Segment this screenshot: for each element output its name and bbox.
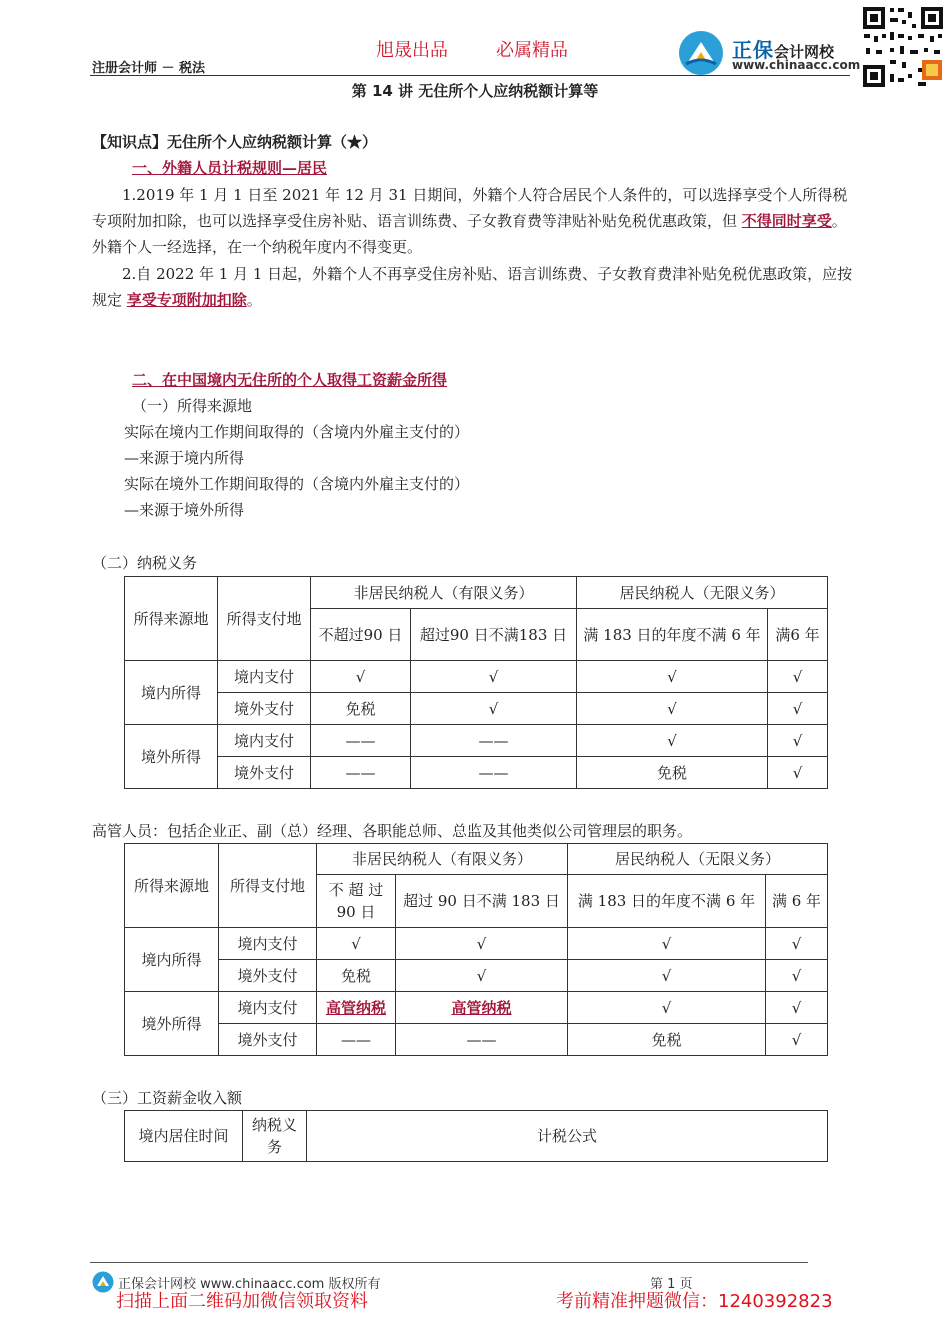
table1-cell: √ — [577, 693, 768, 725]
table1-header-pay: 所得支付地 — [218, 577, 311, 661]
table2-cell: √ — [568, 992, 766, 1024]
footer-ad-right: 考前精准押题微信：1240392823 — [556, 1291, 833, 1312]
table2-header-pay: 所得支付地 — [219, 844, 317, 928]
table1-cell: √ — [768, 725, 828, 757]
tax-obligation-table — [124, 576, 828, 789]
table1-cell: √ — [311, 661, 411, 693]
table1-cell: √ — [768, 661, 828, 693]
table1-header-col3: 满 183 日的年度不满 6 年 — [577, 609, 768, 661]
table1-cell: —— — [411, 757, 577, 789]
table2-header-col2: 超过 90 日不满 183 日 — [396, 875, 568, 928]
table1-pay-foreign: 境外支付 — [218, 693, 311, 725]
header-subject: 注册会计师 － 税法 — [92, 61, 206, 76]
executive-tax-table — [124, 843, 828, 1056]
table3-header-obligation: 纳税义务 — [243, 1111, 307, 1162]
table1-header-col2: 超过90 日不满183 日 — [411, 609, 577, 661]
table-row — [125, 661, 828, 693]
table2-cell-highlight: 高管纳税 — [317, 992, 396, 1024]
footer-ad-left: 扫描上面二维码加微信领取资料 — [116, 1291, 368, 1312]
paragraph-2 — [92, 261, 860, 313]
source-line-2: —来源于境内所得 — [124, 449, 245, 467]
table1-header-col4: 满6 年 — [768, 609, 828, 661]
subsection-1-title: （一）所得来源地 — [132, 397, 253, 415]
table2-pay-domestic: 境内支付 — [219, 928, 317, 960]
table1-cell: —— — [411, 725, 577, 757]
executive-note: 高管人员：包括企业正、副（总）经理、各职能总师、总监及其他类似公司管理层的职务。 — [92, 822, 693, 840]
table2-pay-foreign: 境外支付 — [219, 1024, 317, 1056]
paragraph-1 — [92, 182, 860, 260]
table2-cell: √ — [396, 960, 568, 992]
table1-cell: √ — [411, 661, 577, 693]
table1-pay-domestic: 境内支付 — [218, 725, 311, 757]
footer-page-number: 第 1 页 — [650, 1277, 693, 1292]
table1-cell: √ — [768, 757, 828, 789]
table1-cell: 免税 — [311, 693, 411, 725]
table-row — [125, 928, 828, 960]
table2-cell: √ — [568, 928, 766, 960]
table1-cell: √ — [411, 693, 577, 725]
table2-cell: 免税 — [568, 1024, 766, 1056]
table1-header-nonresident: 非居民纳税人（有限义务） — [311, 577, 577, 609]
section2-heading: 二、在中国境内无住所的个人取得工资薪金所得 — [132, 371, 448, 389]
table2-header-col3: 满 183 日的年度不满 6 年 — [568, 875, 766, 928]
table2-cell: √ — [766, 992, 828, 1024]
table2-cell: —— — [396, 1024, 568, 1056]
paragraph-2-text: 2.自 2022 年 1 月 1 日起，外籍个人不再享受住房补贴、语言训练费、子女教育费津补贴免税优惠政策，应按规定 — [92, 265, 853, 309]
table2-header-col1: 不 超 过 90 日 — [317, 875, 396, 928]
table1-cell: —— — [311, 757, 411, 789]
table2-pay-domestic: 境内支付 — [219, 992, 317, 1024]
table3-header-formula: 计税公式 — [307, 1111, 828, 1162]
table2-cell: √ — [317, 928, 396, 960]
table2-cell: √ — [396, 928, 568, 960]
table-row — [125, 757, 828, 789]
source-line-4: —来源于境外所得 — [124, 501, 245, 519]
table1-pay-domestic: 境内支付 — [218, 661, 311, 693]
table2-cell: √ — [766, 1024, 828, 1056]
table-row — [125, 992, 828, 1024]
header-slogan-right: 必属精品 — [496, 40, 568, 61]
salary-income-table — [124, 1110, 828, 1162]
table2-cell: 免税 — [317, 960, 396, 992]
table-row — [125, 1024, 828, 1056]
table2-cell: —— — [317, 1024, 396, 1056]
qr-code-icon[interactable] — [860, 4, 946, 90]
table2-cell-highlight: 高管纳税 — [396, 992, 568, 1024]
brand-name-sub: 会计网校 — [774, 43, 835, 61]
section1-heading: 一、外籍人员计税规则—居民 — [132, 159, 328, 177]
footer-divider — [90, 1262, 808, 1263]
table1-header-resident: 居民纳税人（无限义务） — [577, 577, 828, 609]
table2-header-source: 所得来源地 — [125, 844, 219, 928]
table2-cell: √ — [766, 960, 828, 992]
footer-logo-icon — [92, 1271, 114, 1293]
table1-header-source: 所得来源地 — [125, 577, 218, 661]
table-row — [125, 693, 828, 725]
subsection-2-title: （二）纳税义务 — [92, 554, 198, 572]
footer-copyright: 正保会计网校 www.chinaacc.com 版权所有 — [118, 1277, 381, 1292]
table2-header-nonresident: 非居民纳税人（有限义务） — [317, 844, 568, 875]
table2-group-domestic: 境内所得 — [125, 928, 219, 992]
table1-pay-foreign: 境外支付 — [218, 757, 311, 789]
table-row — [125, 960, 828, 992]
table2-cell: √ — [568, 960, 766, 992]
knowledge-title: 【知识点】无住所个人应纳税额计算（★） — [92, 133, 378, 151]
source-line-3: 实际在境外工作期间取得的（含境内外雇主支付的） — [124, 475, 470, 493]
paragraph-1-highlight: 不得同时享受 — [741, 212, 832, 230]
table3-header-residence: 境内居住时间 — [125, 1111, 243, 1162]
subsection-3-title: （三）工资薪金收入额 — [92, 1089, 243, 1107]
table1-cell: √ — [768, 693, 828, 725]
table1-group-domestic: 境内所得 — [125, 661, 218, 725]
table2-cell: √ — [766, 928, 828, 960]
header-divider — [90, 75, 850, 76]
table1-cell: √ — [577, 661, 768, 693]
brand-logo-icon — [678, 30, 724, 76]
paragraph-1-text: 1.2019 年 1 月 1 日至 2021 年 12 月 31 日期间，外籍个人符合居民个人条件的，可以选择享受个人所得税专项附加扣除，也可以选择享受住房补贴、语言训练费、子女教育费等津贴补贴免税优惠政策，但 — [92, 186, 848, 230]
paragraph-2-tail: 。 — [246, 291, 262, 309]
table1-cell: —— — [311, 725, 411, 757]
lecture-title: 第 14 讲 无住所个人应纳税额计算等 — [351, 82, 599, 100]
table-row — [125, 725, 828, 757]
paragraph-2-highlight: 享受专项附加扣除 — [126, 291, 247, 309]
table1-cell: 免税 — [577, 757, 768, 789]
table2-header-resident: 居民纳税人（无限义务） — [568, 844, 828, 875]
header-slogan-left: 旭晟出品 — [376, 40, 448, 61]
table2-pay-foreign: 境外支付 — [219, 960, 317, 992]
table2-group-foreign: 境外所得 — [125, 992, 219, 1056]
table1-group-foreign: 境外所得 — [125, 725, 218, 789]
table1-cell: √ — [577, 725, 768, 757]
source-line-1: 实际在境内工作期间取得的（含境内外雇主支付的） — [124, 423, 470, 441]
table2-header-col4: 满 6 年 — [766, 875, 828, 928]
brand-name-main: 正保 — [732, 38, 774, 62]
brand-url: www.chinaacc.com — [732, 58, 861, 72]
table1-header-col1: 不超过90 日 — [311, 609, 411, 661]
paragraph-1-tail: 。外籍个人一经选择，在一个纳税年度内不得变更。 — [92, 212, 847, 256]
